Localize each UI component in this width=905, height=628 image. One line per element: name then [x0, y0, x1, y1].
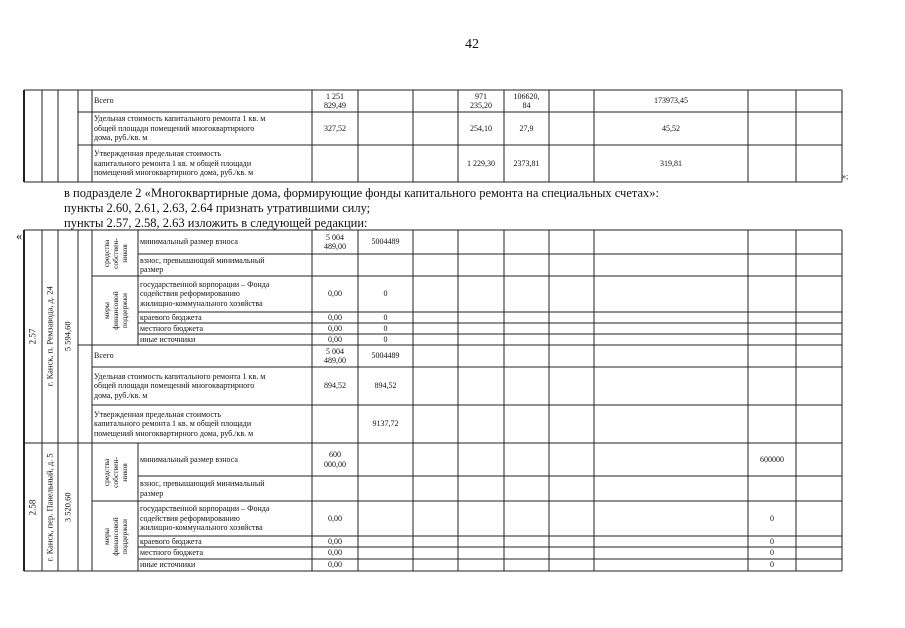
row-value-z [748, 476, 796, 501]
row-value-a: 0,00 [328, 334, 342, 344]
row-value-z [748, 276, 796, 312]
row-value-b [358, 501, 413, 536]
row-value-a: 5 004 489,00 [324, 346, 346, 365]
row-value-a: 0,00 [328, 560, 342, 570]
top-row-value: 319,81 [660, 158, 682, 168]
top-row-label: Утвержденная предельная стоимость капитального ремонта 1 кв. м общей площади помещений многоквартирного дома, руб./кв. м [94, 149, 254, 178]
entry-area: 5 594,60 [62, 321, 73, 352]
row-value-b: 5004489 [371, 351, 400, 361]
row-value-z [748, 230, 796, 254]
row-label: Удельная стоимость капитального ремонта 1 кв. м общей площади помещений многоквартирного дома, руб./кв. м [94, 371, 266, 400]
row-label: местного бюджета [140, 323, 204, 333]
row-value-b: 0 [383, 323, 388, 333]
row-label: минимальный размер взноса [140, 237, 238, 247]
row-value-a: 0,00 [328, 323, 342, 333]
row-value-b [358, 254, 413, 276]
row-value-a [312, 254, 358, 276]
top-row-value: 254,10 [470, 123, 492, 133]
row-value-z [748, 367, 796, 405]
row-value-a: 0,00 [328, 289, 342, 299]
top-row-value: 971 235,20 [470, 91, 492, 110]
top-row-value [312, 145, 358, 182]
instruction-line-1: в подразделе 2 «Многоквартирные дома, формирующие фонды капитального ремонта на специальных счетах»: [64, 186, 660, 200]
entry-number: 2.58 [27, 499, 38, 515]
row-value-z: 0 [770, 536, 774, 546]
row-value-a: 0,00 [328, 513, 342, 523]
entry-number: 2.57 [27, 328, 38, 345]
row-value-z: 0 [770, 560, 774, 570]
top-row-label: Всего [94, 96, 114, 106]
entry-area: 3 520,60 [62, 491, 73, 522]
row-value-z [748, 334, 796, 345]
row-value-z [748, 345, 796, 367]
row-label: взнос, превышающий минимальный размер [140, 255, 265, 274]
row-value-z [748, 312, 796, 323]
row-value-b [358, 476, 413, 501]
instruction-line-3: пункты 2.57, 2.58, 2.63 изложить в следующей редакции: [64, 216, 368, 230]
top-row-value: 106620, 84 [513, 91, 540, 110]
group-owners-label: средства собствен- ников [101, 237, 129, 269]
row-value-b: 0 [383, 334, 388, 344]
top-row-value: 27,9 [519, 123, 534, 133]
row-value-z [748, 323, 796, 334]
row-value-b: 0 [383, 312, 388, 322]
instruction-line-2: пункты 2.60, 2.61, 2.63, 2.64 признать утратившими силу; [64, 201, 371, 215]
top-row-value: 173973,45 [654, 96, 688, 106]
row-value-b [358, 547, 413, 559]
row-value-a: 5 004 489,00 [324, 232, 346, 251]
row-value-a: 894,52 [324, 381, 346, 391]
entry-address: г. Канск, пер. Панельный, д. 5 [44, 452, 55, 561]
row-label: минимальный размер взноса [140, 454, 238, 464]
row-value-b: 894,52 [374, 381, 397, 391]
entry-address: г. Канск, п. Ремзавода, д. 24 [44, 286, 55, 387]
row-value-z [748, 405, 796, 443]
row-value-b [358, 443, 413, 476]
row-value-b: 0 [383, 289, 388, 299]
row-label: взнос, превышающий минимальный размер [140, 479, 265, 498]
opening-quote: « [16, 229, 23, 243]
closing-quote: »; [842, 172, 849, 181]
row-value-z: 600000 [760, 454, 784, 464]
top-row-value: 327,52 [324, 123, 346, 133]
row-label: государственной корпорации – Фонда содействия реформированию жилищно-коммунального хозяйства [140, 504, 270, 533]
row-label: иные источники [140, 334, 196, 344]
row-value-a: 0,00 [328, 536, 342, 546]
page-number: 42 [465, 37, 479, 52]
row-value-a: 0,00 [328, 312, 342, 322]
row-value-a: 600 000,00 [324, 450, 346, 469]
top-row-value: 2373,81 [513, 158, 540, 168]
row-label: Всего [94, 351, 114, 361]
row-label: местного бюджета [140, 548, 204, 558]
top-row-value: 1 229,30 [467, 158, 495, 168]
row-value-b [358, 559, 413, 571]
row-label: государственной корпорации – Фонда содействия реформированию жилищно-коммунального хозяйства [140, 279, 270, 308]
row-value-a [312, 405, 358, 443]
row-value-z: 0 [770, 513, 774, 523]
row-value-b: 5004489 [371, 237, 400, 247]
row-label: Утвержденная предельная стоимость капитального ремонта 1 кв. м общей площади помещений многоквартирного дома, руб./кв. м [94, 409, 254, 438]
top-row-value: 45,52 [662, 123, 680, 133]
group-support-label: меры финансовой поддержки [101, 516, 129, 556]
top-row-value: 1 251 829,49 [324, 91, 346, 110]
top-row-label: Удельная стоимость капитального ремонта 1 кв. м общей площади помещений многоквартирного дома, руб./кв. м [94, 114, 266, 143]
row-value-b [358, 536, 413, 547]
row-label: краевого бюджета [140, 312, 202, 322]
row-value-b: 9137,72 [372, 419, 399, 429]
group-owners-label: средства собствен- ников [101, 456, 129, 488]
row-value-z [748, 254, 796, 276]
group-support-label: меры финансовой поддержки [101, 291, 129, 330]
row-value-z: 0 [770, 548, 774, 558]
row-label: краевого бюджета [140, 536, 202, 546]
row-label: иные источники [140, 560, 196, 570]
row-value-a: 0,00 [328, 548, 342, 558]
row-value-a [312, 476, 358, 501]
